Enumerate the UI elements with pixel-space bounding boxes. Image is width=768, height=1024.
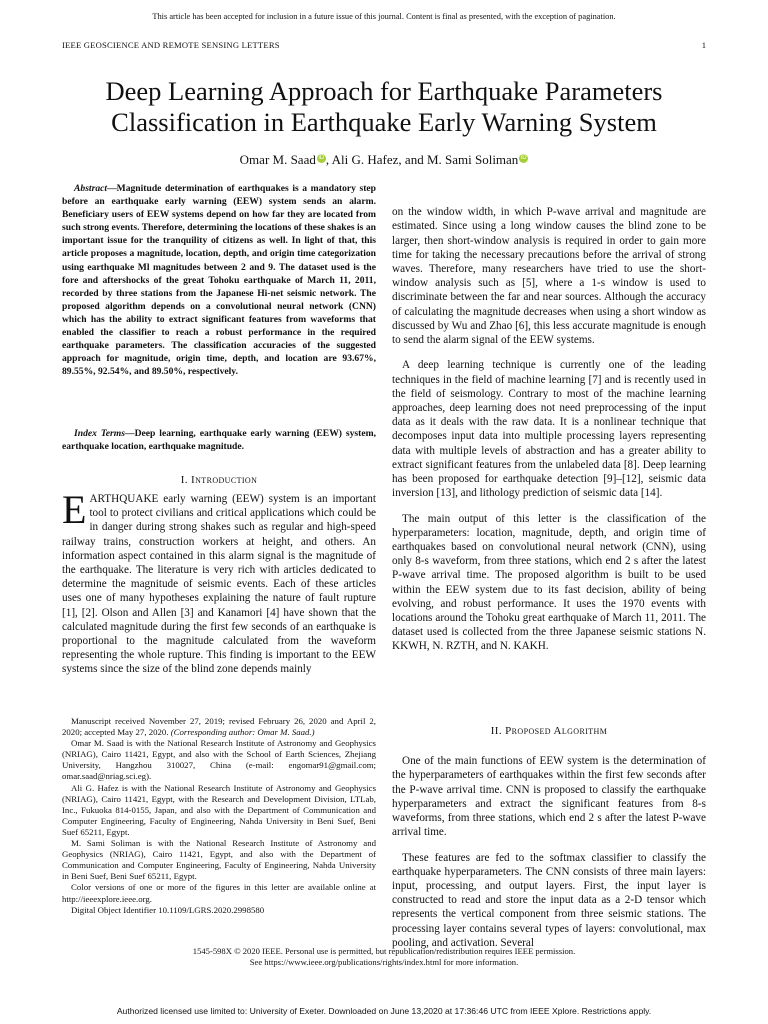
footnote-author-3: M. Sami Soliman is with the National Research Institute of Astronomy and Geophysics (NRIAG), Cairo 11421, Egypt, and also with the Department of Communication and Computer Engineering, Faculty of Engineering, Nahda University in Beni Suef, Beni Suef 65211, Egypt. <box>62 838 376 882</box>
introduction-text: ARTHQUAKE early warning (EEW) system is an important tool to protect civilians and critical applications which could be in danger during strong shakes such as regular and high-speed railway trains, construction workers at height, and others. An information aspect contained in this alarm signal is the magnitude of the earthquake. The literature is very rich with articles dedicated to determine the magnitude of seismic events. Each of these articles uses one of many hypotheses explaining the nature of fault rupture [1], [2]. Olson and Allen [3] and Kanamori [4] have shown that the calculated magnitude during the first few seconds of an earthquake is proportional to the magnitude calculated from the waveform representing the whole rupture. This finding is important to the EEW systems since the size of the blind zone depends mainly <box>62 493 376 676</box>
abstract-text: Magnitude determination of earthquakes is a mandatory step before an earthquake early warning (EEW) system sends an alarm. Beneficiary users of EEW systems depend on how far they are located from such strong events. Therefore, determining the locations of these shakes is an important issue for the tranquility of citizens as well. In light of that, this article proposes a magnitude, location, depth, and origin time categorization using earthquake Ml magnitudes between 2 and 9. The dataset used is the fore and aftershocks of the great Tohoku earthquake of March 11, 2011, recorded by three stations from the Japanese Hi-net seismic network. The proposed algorithm depends on a convolutional neural network (CNN) which has the ability to extract significant features from waveforms that enabled the classifier to reach a robust performance in the required earthquake parameters. The classification accuracies of the suggested approach for magnitude, origin time, depth, and location are 93.67%, 89.55%, 92.54%, and 89.50%, respectively. <box>62 183 376 378</box>
drop-cap: E <box>62 487 87 532</box>
corresponding-author-note: (Corresponding author: Omar M. Saad.) <box>170 727 315 738</box>
author-2-3: , Ali G. Hafez, and M. Sami Soliman <box>325 152 519 167</box>
introduction-paragraph <box>62 487 376 677</box>
footnote-doi: Digital Object Identifier 10.1109/LGRS.2020.2998580 <box>71 904 265 915</box>
page-number: 1 <box>701 40 706 50</box>
footnote-manuscript <box>62 716 376 738</box>
paragraph-main-output: The main output of this letter is the classification of the hyperparameters: location, magnitude, depth, and origin time of earthquakes based on convolutional neural network (CNN), using only 8-s waveform, from three stations, which end 2 s after the latest P-wave arrival time. The proposed algorithm is built to be used within the EEW system due to its fast decision, ability of being evolving, and robust performance. It uses the 1970 events with locations around the Tohoku great earthquake of March 11, 2011. The dataset used is collected from the three Japanese seismic stations N. KKWH, N. RZTH, and N. KAKH. <box>392 512 706 653</box>
index-terms-text: Deep learning, earthquake early warning (EEW) system, earthquake location, earthquake magnitude. <box>62 428 376 453</box>
footnotes <box>62 716 376 916</box>
copyright-notice <box>0 946 768 968</box>
right-column-text <box>392 194 706 665</box>
author-list <box>0 152 768 168</box>
paragraph-cnn-layers: These features are fed to the softmax classifier to classify the earthquake hyperparameters. The CNN consists of three main layers: input, processing, and output layers. First, the input layer is constructed to read and store the input data as a 2-D tensor which represents the vertical component from three seismic stations. The processing layer contains several types of layers: convolutional, max pooling, and activation. Several <box>392 851 706 949</box>
author-1: Omar M. Saad <box>239 152 316 167</box>
journal-running-head: IEEE GEOSCIENCE AND REMOTE SENSING LETTERS <box>62 40 280 50</box>
journal-notice: This article has been accepted for inclusion in a future issue of this journal. Content is final as presented, with the exception of pagination. <box>152 12 616 21</box>
orcid-icon[interactable]: iD <box>318 154 325 161</box>
abstract: Abstract—Magnitude determination of earthquakes is a mandatory step before an earthquake early warning (EEW) system sends an alarm. Beneficiary users of EEW systems depend on how far they are located from such strong events. Therefore, determining the locations of these shakes is an important issue for the tranquility of citizens as well. In light of that, this article proposes a magnitude, location, depth, and origin time categorization using earthquake Ml magnitudes between 2 and 9. The dataset used is the fore and aftershocks of the great Tohoku earthquake of March 11, 2011, recorded by three stations from the Japanese Hi-net seismic network. The proposed algorithm depends on a convolutional neural network (CNN) which has the ability to extract significant features from waveforms that enabled the classifier to reach a robust performance in the required earthquake parameters. The classification accuracies of the suggested approach for magnitude, origin time, depth, and location are 93.67%, 89.55%, 92.54%, and 89.50%, respectively. <box>62 183 376 378</box>
orcid-icon[interactable]: iD <box>520 154 527 161</box>
license-footer: Authorized licensed use limited to: University of Exeter. Downloaded on June 13,2020 at 17:36:46 UTC from IEEE Xplore. Restrictions apply. <box>116 1006 652 1016</box>
paper-title <box>40 76 728 138</box>
paragraph-deep-learning: A deep learning technique is currently one of the leading techniques in the field of machine learning [7] and is recently used in the field of seismology. Contrary to most of the machine learning approaches, deep learning does not need preprocessing of the input data as it deals with the raw data. It is a nonlinear technique that decomposes input data into multiple processing layers representing data with multiple levels of abstraction and has a greater ability to extract significant features from the unlabeled data [8]. Deep learning has been proposed for earthquake detection [9]–[12], seismic data inversion [13], and lithology prediction of seismic data [14]. <box>392 359 706 500</box>
footnote-text: Manuscript received November 27, 2019; revised February 26, 2020 and April 2, 2020; accepted May 27, 2020. <box>62 716 376 738</box>
title-line-1: Deep Learning Approach for Earthquake Parameters <box>105 76 663 106</box>
section-heading-introduction: I. Introduction <box>180 474 258 486</box>
copyright-line-1: 1545-598X © 2020 IEEE. Personal use is permitted, but republication/redistribution requires IEEE permission. <box>192 946 576 956</box>
footnote-author-2: Ali G. Hafez is with the National Research Institute of Astronomy and Geophysics (NRIAG), Cairo 11421, Egypt, with the Research and Development Division, LTLab, Inc., Fukuoka 814-0155, Japan, and also with the Department of Communication and Computer Engineering, Faculty of Engineering, Nahda University in Beni Suef, Beni Suef 65211, Egypt. <box>62 782 376 837</box>
title-line-2: Classification in Earthquake Early Warning System <box>111 107 657 137</box>
paragraph-eew-functions: One of the main functions of EEW system is the determination of the hyperparameters of earthquakes within the first few seconds after the P-wave arrival time. CNN is proposed to classify the earthquake hyperparameters and extract the significant features from 8-s waveforms, from three stations, which end 2 s after the latest P-wave arrival time. <box>392 755 706 839</box>
paragraph-window-width: on the window width, in which P-wave arrival and magnitude are estimated. Since using a long window causes the blind zone to be larger, then short-window analysis is required in order to gain more time for taking the necessary precautions before the arrival of strong waves. Therefore, many researchers have tried to use the short-window analysis such as [5], where a 1-s window is used to discriminate between the far and near sources. Although the accuracy of calculating the magnitude decreases when using a short window as discussed by Wu and Zhao [6], this less accurate magnitude is enough to send the alarm signal of the EEW systems. <box>392 206 706 347</box>
abstract-label: Abstract <box>74 183 108 194</box>
footnote-color-versions: Color versions of one or more of the figures in this letter are available online at http://ieeexplore.ieee.org. <box>62 882 376 904</box>
footnote-author-1: Omar M. Saad is with the National Research Institute of Astronomy and Geophysics (NRIAG), Cairo 11421, Egypt, and also with the School of Earth Sciences, Zhejiang University, Hangzhou 310027, China (e-mail: engomar91@gmail.com; omar.saad@nriag.sci.eg). <box>62 738 376 782</box>
copyright-line-2: See https://www.ieee.org/publications/rights/index.html for more information. <box>249 957 519 967</box>
proposed-algorithm-text <box>392 743 706 961</box>
index-terms: Index Terms—Deep learning, earthquake early warning (EEW) system, earthquake location, earthquake magnitude. <box>62 428 376 453</box>
index-terms-label: Index Terms <box>74 428 125 439</box>
section-heading-proposed-algorithm: II. Proposed Algorithm <box>490 725 608 737</box>
